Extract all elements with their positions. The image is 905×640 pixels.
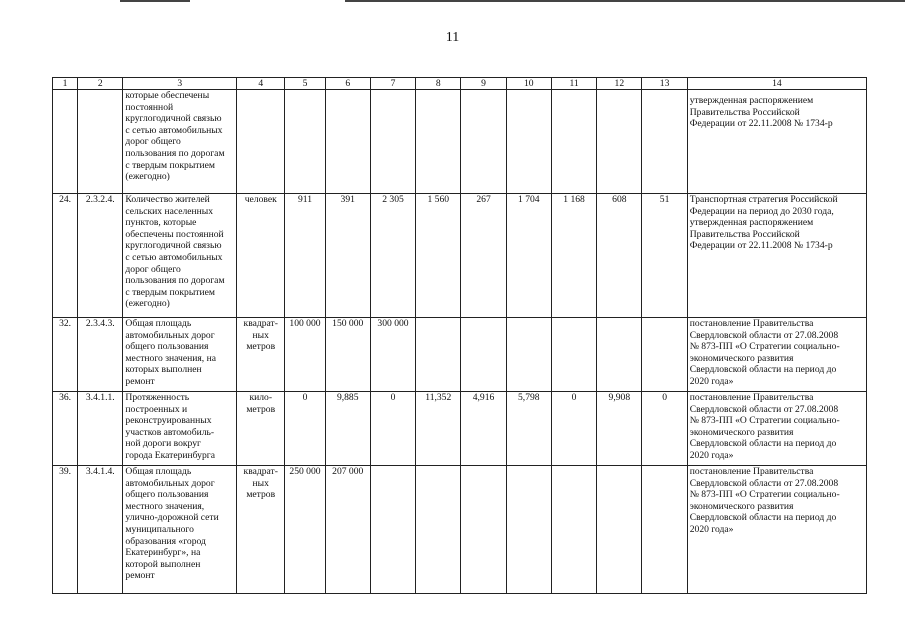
value-cell: [370, 90, 415, 194]
header-cell: 13: [642, 78, 687, 90]
value-cell: 300 000: [370, 318, 415, 392]
value-cell: 1 168: [551, 194, 596, 318]
value-cell: [416, 318, 461, 392]
header-cell: 12: [597, 78, 642, 90]
value-cell: 391: [325, 194, 370, 318]
table-row: [53, 90, 867, 194]
top-rule-left: [120, 0, 190, 2]
indicators-table: [52, 77, 867, 594]
header-cell: 3: [123, 78, 237, 90]
header-cell: 4: [237, 78, 285, 90]
unit: квадрат- ных метров: [237, 318, 285, 392]
value-cell: [325, 90, 370, 194]
value-cell: [551, 318, 596, 392]
header-cell: 9: [461, 78, 506, 90]
value-cell: 0: [370, 392, 415, 466]
value-cell: [370, 466, 415, 594]
value-cell: [642, 466, 687, 594]
value-cell: [461, 90, 506, 194]
value-cell: [506, 466, 551, 594]
source-document: утвержденная распоряжением Правительства Российской Федерации от 22.11.2008 № 1734-р: [687, 90, 866, 194]
table-row: [53, 466, 867, 594]
value-cell: 207 000: [325, 466, 370, 594]
value-cell: 1 560: [416, 194, 461, 318]
indicator-name: Протяженность построенных и реконструированных участков автомобиль- ной дороги вокруг города Екатеринбурга: [123, 392, 237, 466]
value-cell: 2 305: [370, 194, 415, 318]
value-cell: 9,908: [597, 392, 642, 466]
value-cell: 0: [285, 392, 325, 466]
header-cell: 5: [285, 78, 325, 90]
indicator-name: Общая площадь автомобильных дорог общего пользования местного значения, на которых выполнен ремонт: [123, 318, 237, 392]
header-cell: 8: [416, 78, 461, 90]
header-cell: 2: [78, 78, 123, 90]
value-cell: 267: [461, 194, 506, 318]
value-cell: 51: [642, 194, 687, 318]
header-cell: 11: [551, 78, 596, 90]
header-cell: 10: [506, 78, 551, 90]
indicator-code: 2.3.4.3.: [78, 318, 123, 392]
header-cell: 1: [53, 78, 78, 90]
value-cell: 4,916: [461, 392, 506, 466]
value-cell: 250 000: [285, 466, 325, 594]
value-cell: [642, 90, 687, 194]
row-number: [53, 90, 78, 194]
header-cell: 6: [325, 78, 370, 90]
unit: квадрат- ных метров: [237, 466, 285, 594]
value-cell: [642, 318, 687, 392]
value-cell: 0: [551, 392, 596, 466]
header-row: [53, 78, 867, 90]
row-number: 24.: [53, 194, 78, 318]
value-cell: [597, 466, 642, 594]
value-cell: [416, 466, 461, 594]
indicator-name: Количество жителей сельских населенных пунктов, которые обеспечены постоянной круглогодичной связью с сетью автомобильных дорог общего пользования по дорогам с твердым покрытием (ежегодно): [123, 194, 237, 318]
unit: кило- метров: [237, 392, 285, 466]
value-cell: 150 000: [325, 318, 370, 392]
value-cell: 5,798: [506, 392, 551, 466]
value-cell: [597, 90, 642, 194]
indicator-code: [78, 90, 123, 194]
indicator-code: 3.4.1.4.: [78, 466, 123, 594]
indicator-name: Общая площадь автомобильных дорог общего пользования местного значения, улично-дорожной сети муниципального образования «город Екатеринбург», на которой выполнен ремонт: [123, 466, 237, 594]
source-document: Транспортная стратегия Российской Федерации на период до 2030 года, утвержденная распоряжением Правительства Российской Федерации от 22.11.2008 № 1734-р: [687, 194, 866, 318]
value-cell: 911: [285, 194, 325, 318]
source-document: постановление Правительства Свердловской области от 27.08.2008 № 873-ПП «О Стратегии социально- экономического развития Свердловской области на период до 2020 года»: [687, 392, 866, 466]
source-document: постановление Правительства Свердловской области от 27.08.2008 № 873-ПП «О Стратегии социально- экономического развития Свердловской области на период до 2020 года»: [687, 466, 866, 594]
value-cell: 100 000: [285, 318, 325, 392]
page-number: 11: [445, 30, 460, 45]
table-row: [53, 318, 867, 392]
value-cell: [597, 318, 642, 392]
value-cell: [416, 90, 461, 194]
indicator-name: которые обеспечены постоянной круглогодичной связью с сетью автомобильных дорог общего пользования по дорогам с твердым покрытием (ежегодно): [123, 90, 237, 194]
top-rule-right: [345, 0, 905, 2]
value-cell: 1 704: [506, 194, 551, 318]
header-cell: 7: [370, 78, 415, 90]
table-row: [53, 194, 867, 318]
value-cell: 11,352: [416, 392, 461, 466]
indicator-code: 3.4.1.1.: [78, 392, 123, 466]
unit: человек: [237, 194, 285, 318]
row-number: 32.: [53, 318, 78, 392]
table-row: [53, 392, 867, 466]
value-cell: [506, 90, 551, 194]
source-document: постановление Правительства Свердловской области от 27.08.2008 № 873-ПП «О Стратегии социально- экономического развития Свердловской области на период до 2020 года»: [687, 318, 866, 392]
value-cell: [461, 318, 506, 392]
value-cell: [551, 90, 596, 194]
value-cell: 9,885: [325, 392, 370, 466]
value-cell: [461, 466, 506, 594]
indicator-code: 2.3.2.4.: [78, 194, 123, 318]
value-cell: [506, 318, 551, 392]
header-cell: 14: [687, 78, 866, 90]
row-number: 36.: [53, 392, 78, 466]
value-cell: [551, 466, 596, 594]
value-cell: [285, 90, 325, 194]
value-cell: 608: [597, 194, 642, 318]
value-cell: 0: [642, 392, 687, 466]
unit: [237, 90, 285, 194]
row-number: 39.: [53, 466, 78, 594]
